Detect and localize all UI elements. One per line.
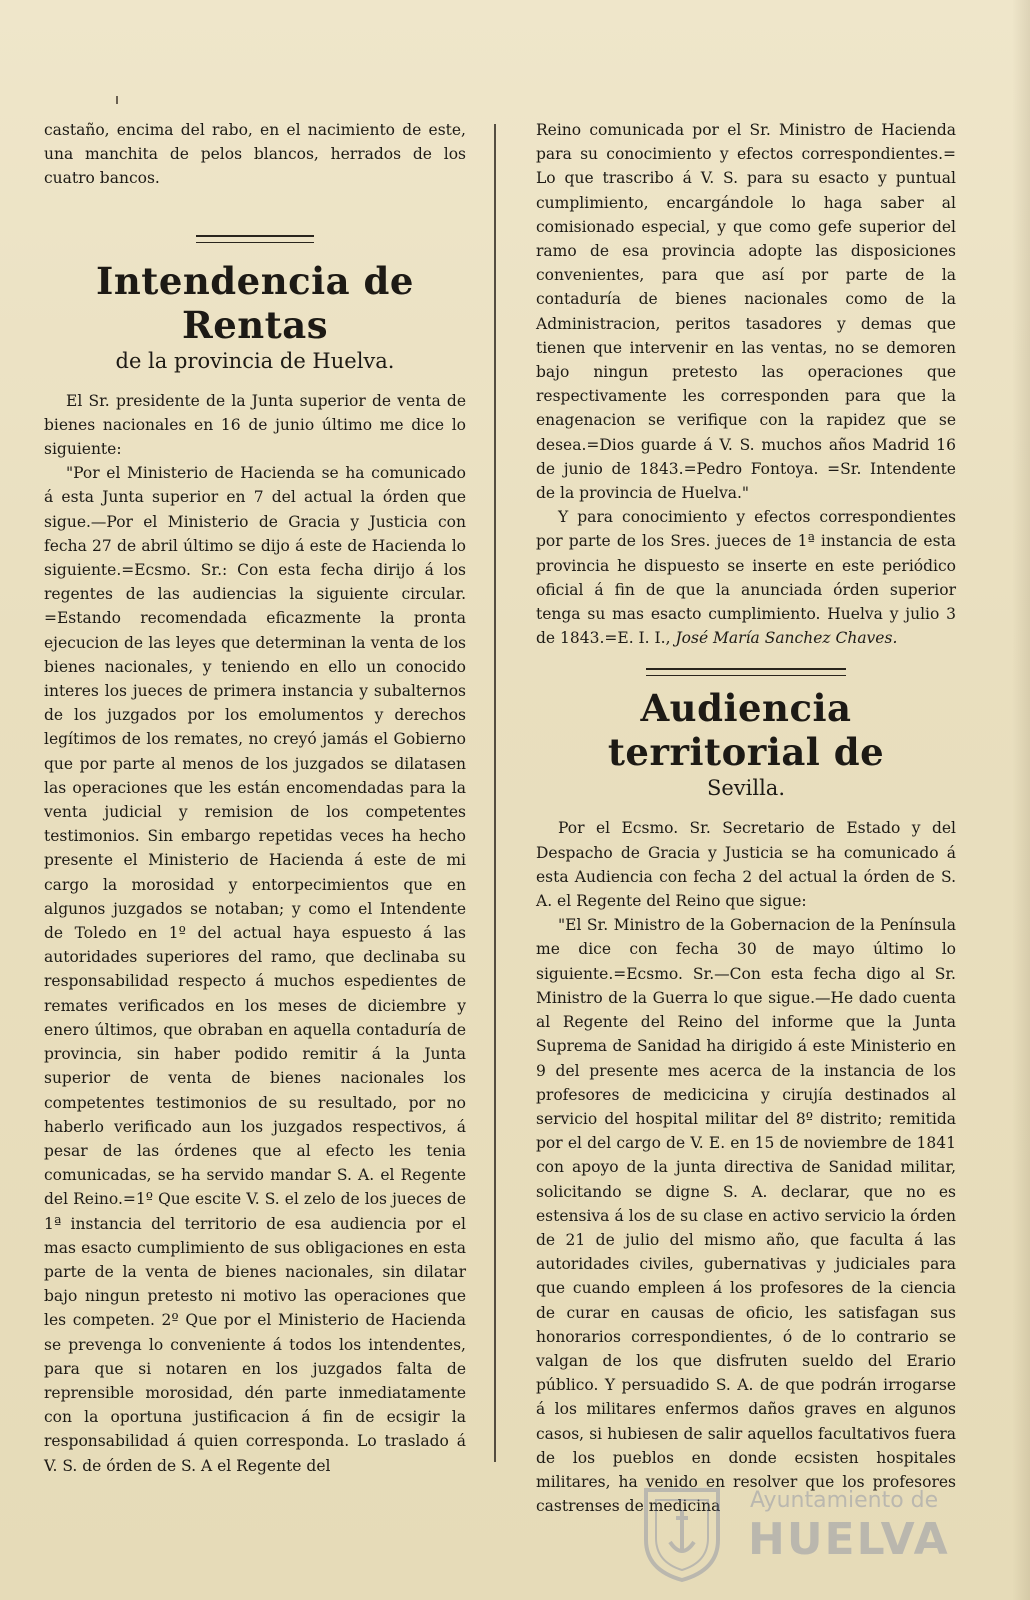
section-divider-rule <box>646 668 846 676</box>
section-title-audiencia: Audiencia territorial de <box>607 686 885 775</box>
right-column <box>536 118 956 1518</box>
section-subtitle-sevilla: Sevilla. <box>706 776 786 801</box>
column-divider <box>494 124 496 1462</box>
archive-watermark <box>638 1484 968 1584</box>
print-mark <box>116 96 118 104</box>
closing-paragraph <box>536 505 956 650</box>
left-column <box>44 118 466 1478</box>
paragraph: Reino comunicada por el Sr. Ministro de Hacienda para su conocimiento y efectos correspondientes.= Lo que trascribo á V. S. para su esacto y puntual cumplimiento, encargándole lo haga saber al comisionado especial, y que como gefe superior del ramo de esa provincia adopte las disposiciones convenientes, para que así por parte de la contaduría de bienes nacionales como de la Administracion, peritos tasadores y demas que tienen que intervenir en las ventas, no se demoren bajo ningun pretesto las operaciones que respectivamente les corresponden para que la enagenacion se verifique con la rapidez que se desea.=Dios guarde á V. S. muchos años Madrid 16 de junio de 1843.=Pedro Fontoya. =Sr. Intendente de la provincia de Huelva." <box>536 121 956 503</box>
section-subtitle-huelva: de la provincia de Huelva. <box>115 348 395 373</box>
watermark-line1: Ayuntamiento de <box>750 1488 939 1513</box>
city-crest-icon <box>640 1484 724 1584</box>
section-divider-rule <box>196 235 314 243</box>
paragraph: "El Sr. Ministro de la Gobernacion de la Península me dice con fecha 30 de mayo último lo siguiente.=Ecsmo. Sr.—Con esta fecha digo al Sr. Ministro de la Guerra lo que sigue.—He dado cuenta al Regente del Reino del informe que la Junta Suprema de Sanidad ha dirigido á este Ministerio en 9 del presente mes acerca de la instancia de los profesores de medicicina y cirujía destinados al servicio del hospital militar del 8º distrito; remitida por el del cargo de V. E. en 15 de noviembre de 1841 con apoyo de la junta directiva de Sanidad militar, solicitando se digne S. A. declarar, que no es estensiva á los de su clase en activo servicio la órden de 21 de julio del mismo año, que faculta á las autoridades civiles, gubernativas y judiciales para que cuando empleen á los profesores de la ciencia de curar en causas de oficio, les satisfagan sus honorarios correspondientes, ó de lo contrario se valgan de los que disfruten sueldo del Erario público. Y persuadido S. A. de que podrán irrogarse á los militares enfermos daños graves en algunos casos, si hubiesen de salir aquellos facultativos fuera de los pueblos en donde ecsisten hospitales militares, ha venido en resolver que los profesores castrenses de medicina <box>536 916 956 1516</box>
page-edge-shadow <box>1012 0 1030 1600</box>
intro-fragment: castaño, encima del rabo, en el nacimiento de este, una manchita de pelos blancos, herrados de los cuatro bancos. <box>44 121 466 188</box>
watermark-line2: HUELVA <box>748 1514 950 1565</box>
signature: José María Sanchez Chaves. <box>675 629 898 648</box>
paragraph: Por el Ecsmo. Sr. Secretario de Estado y del Despacho de Gracia y Justicia se ha comunicado á esta Audiencia con fecha 2 del actual la órden de S. A. el Regente del Reino que sigue: <box>536 819 956 911</box>
closing-text: Y para conocimiento y efectos correspondientes por parte de los Sres. jueces de 1ª instancia de esta provincia he dispuesto se inserte en este periódico oficial á fin de que la anunciada órden superior tenga su mas esacto cumplimiento. Huelva y julio 3 de 1843.=E. I. I., <box>536 508 956 648</box>
paragraph: El Sr. presidente de la Junta superior de venta de bienes nacionales en 16 de junio último me dice lo siguiente: <box>44 391 466 459</box>
section-title-intendencia: Intendencia de Rentas <box>96 258 414 347</box>
paragraph: "Por el Ministerio de Hacienda se ha comunicado á esta Junta superior en 7 del actual la órden que sigue.—Por el Ministerio de Gracia y Justicia con fecha 27 de abril último se dijo á este de Hacienda lo siguiente.=Ecsmo. Sr.: Con esta fecha dirijo á los regentes de las audiencias la siguiente circular. =Estando recomendada eficazmente la pronta ejecucion de las leyes que determinan la venta de los bienes nacionales, y teniendo en ello un conocido interes los jueces de primera instancia y subalternos de los juzgados por los emolumentos y derechos legítimos de los remates, no creyó jamás el Gobierno que por parte al menos de los juzgados se dilatasen las operaciones que les están encomendadas para la venta judicial y remision de los competentes testimonios. Sin embargo repetidas veces ha hecho presente el Ministerio de Hacienda á este de mi cargo la morosidad y entorpecimientos que en algunos juzgados se notaban; y como el Intendente de Toledo en 1º del actual haya espuesto á las autoridades superiores del ramo, que declinaba su responsabilidad respecto á muchos espedientes de remates verificados en los meses de diciembre y enero últimos, que obraban en aquella contaduría de provincia, sin haber podido remitir á la Junta superior de venta de bienes nacionales los competentes testimonios de su resultado, por no haberlo verificado aun los juzgados respectivos, á pesar de las órdenes que al efecto les tenia comunicadas, se ha servido mandar S. A. el Regente del Reino.=1º Que escite V. S. el zelo de los jueces de 1ª instancia del territorio de esa audiencia por el mas esacto cumplimiento de sus obligaciones en esta parte de la venta de bienes nacionales, sin dilatar bajo ningun pretesto ni motivo las operaciones que les competen. 2º Que por el Ministerio de Hacienda se prevenga lo conveniente á todos los intendentes, para que si notaren en los juzgados falta de reprensible morosidad, dén parte inmediatamente con la oportuna justificacion á fin de ecsigir la responsabilidad á quien corresponda. Lo traslado á V. S. de órden de S. A el Regente del <box>44 464 466 1475</box>
